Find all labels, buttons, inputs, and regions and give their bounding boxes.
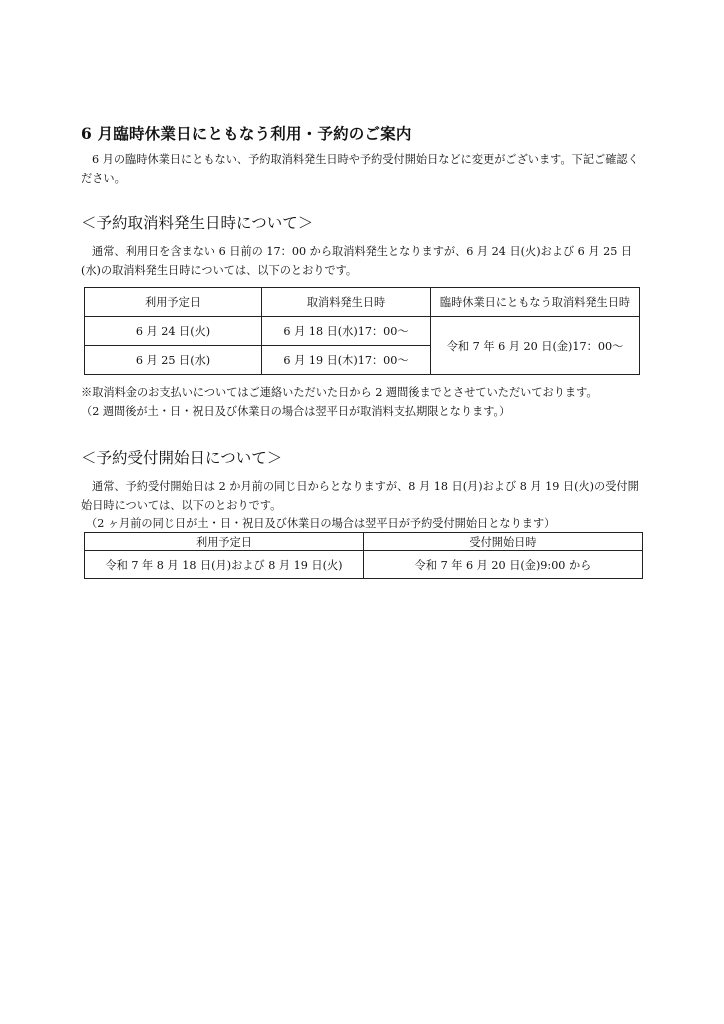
table-header-cell: 利用予定日 [85, 533, 364, 551]
cancellation-note-sub: （2 週間後が土・日・祝日及び休業日の場合は翌平日が取消料支払期限となります。） [81, 405, 511, 418]
cancellation-paragraph: 通常、利用日を含まない 6 日前の 17：00 から取消料発生となりますが、6 月 24 日(火)および 6 月 25 日(水)の取消料発生日時については、以下のとおりです。 [81, 245, 633, 277]
table-cell-date: 令和 7 年 8 月 18 日(月)および 8 月 19 日(火) [85, 551, 364, 579]
page-title: 6 月臨時休業日にともなう利用・予約のご案内 [81, 124, 412, 143]
table-cell-date: 6 月 25 日(水) [85, 346, 262, 375]
table-cell-cancel: 6 月 18 日(水)17：00～ [262, 317, 431, 346]
intro-paragraph: 6 月の臨時休業日にともない、予約取消料発生日時や予約受付開始日などに変更がございます。下記ご確認ください。 [81, 153, 639, 185]
section-heading-reservation: ＜予約受付開始日について＞ [81, 449, 283, 467]
table-header-row [85, 288, 640, 317]
table-row [85, 551, 643, 579]
section-heading-cancellation: ＜予約取消料発生日時について＞ [81, 214, 314, 232]
table-header-row [85, 533, 643, 551]
reservation-paragraph: 通常、予約受付開始日は 2 か月前の同じ日からとなりますが、8 月 18 日(月)および 8 月 19 日(火)の受付開始日時については、以下のとおりです。 [81, 480, 639, 512]
table-cell-date: 6 月 24 日(火) [85, 317, 262, 346]
table-header-cell: 受付開始日時 [364, 533, 643, 551]
reservation-note: （2 ヶ月前の同じ日が土・日・祝日及び休業日の場合は翌平日が予約受付開始日となります） [86, 517, 556, 530]
table-cell-start: 令和 7 年 6 月 20 日(金)9:00 から [364, 551, 643, 579]
table-cell-cancel: 6 月 19 日(木)17：00～ [262, 346, 431, 375]
table-header-cell: 臨時休業日にともなう取消料発生日時 [431, 288, 640, 317]
table-row [85, 317, 640, 346]
table-cell-merged: 令和 7 年 6 月 20 日(金)17：00～ [431, 317, 640, 375]
cancellation-table [84, 287, 640, 375]
reservation-table [84, 532, 643, 579]
table-header-cell: 取消料発生日時 [262, 288, 431, 317]
table-header-cell: 利用予定日 [85, 288, 262, 317]
cancellation-note: ※取消料金のお支払いについてはご連絡いただいた日から 2 週間後までとさせていただいております。 [81, 386, 598, 399]
